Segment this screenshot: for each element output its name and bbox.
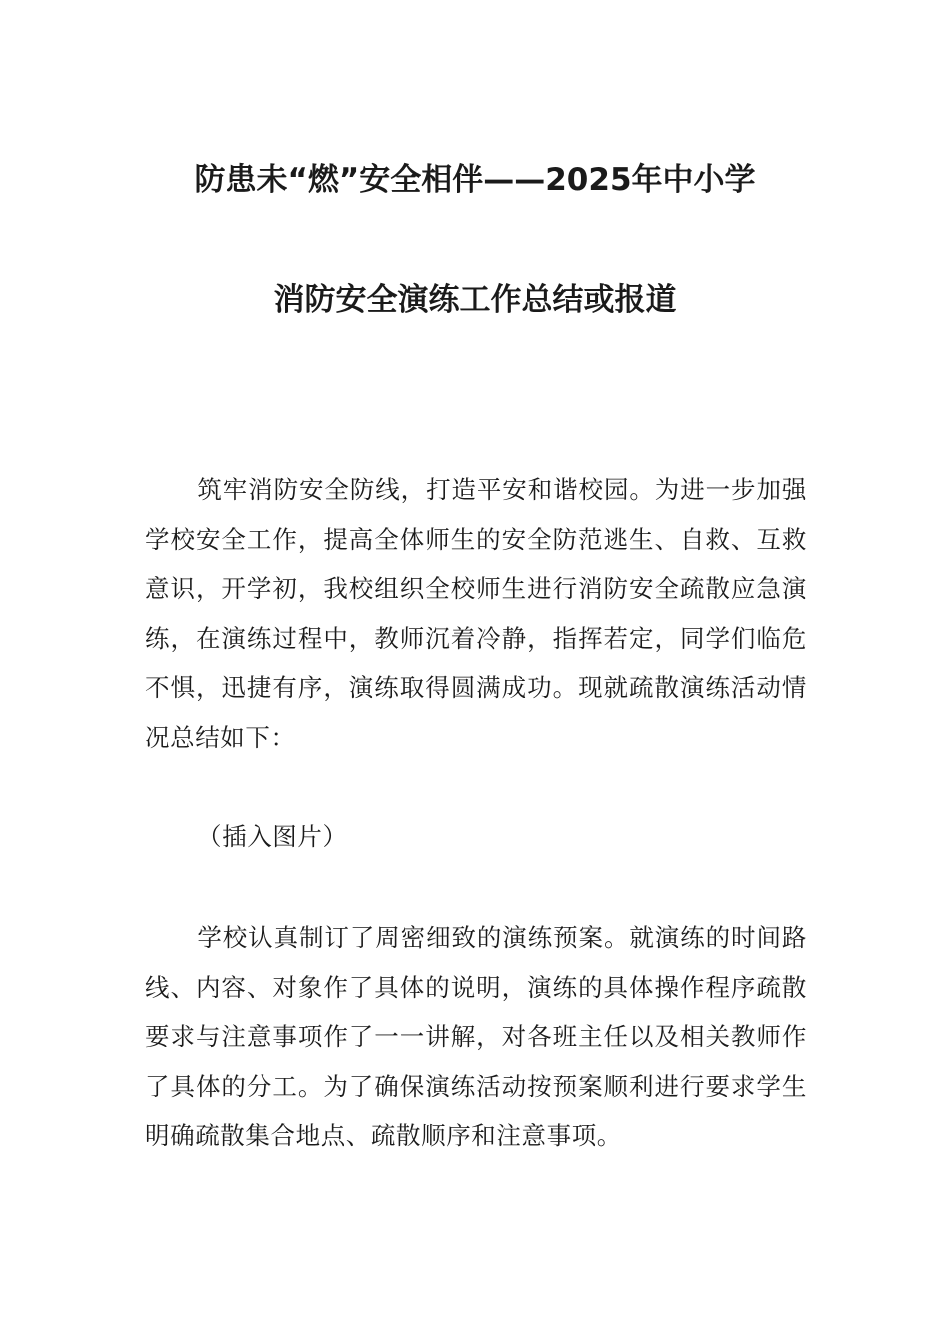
title-line-1: 防患未“燃”安全相伴——2025年中小学 xyxy=(194,162,756,198)
image-placeholder-text: （插入图片） xyxy=(197,822,348,851)
paragraph-intro-text: 筑牢消防安全防线，打造平安和谐校园。为进一步加强学校安全工作，提高全体师生的安全防范逃生、自救、互救意识，开学初，我校组织全校师生进行消防安全疏散应急演练，在演练过程中，教师沉着冷静，指挥若定，同学们临危不惧，迅捷有序，演练取得圆满成功。现就疏散演练活动情况总结如下： xyxy=(145,475,807,752)
title-line-2: 消防安全演练工作总结或报道 xyxy=(273,282,677,318)
paragraph-plan-text: 学校认真制订了周密细致的演练预案。就演练的时间路线、内容、对象作了具体的说明，演练的具体操作程序疏散要求与注意事项作了一一讲解，对各班主任以及相关教师作了具体的分工。为了确保演练活动按预案顺利进行要求学生明确疏散集合地点、疏散顺序和注意事项。 xyxy=(145,923,807,1150)
image-placeholder-note xyxy=(145,812,807,862)
paragraph-plan xyxy=(145,913,807,1161)
paragraph-intro xyxy=(145,465,807,762)
